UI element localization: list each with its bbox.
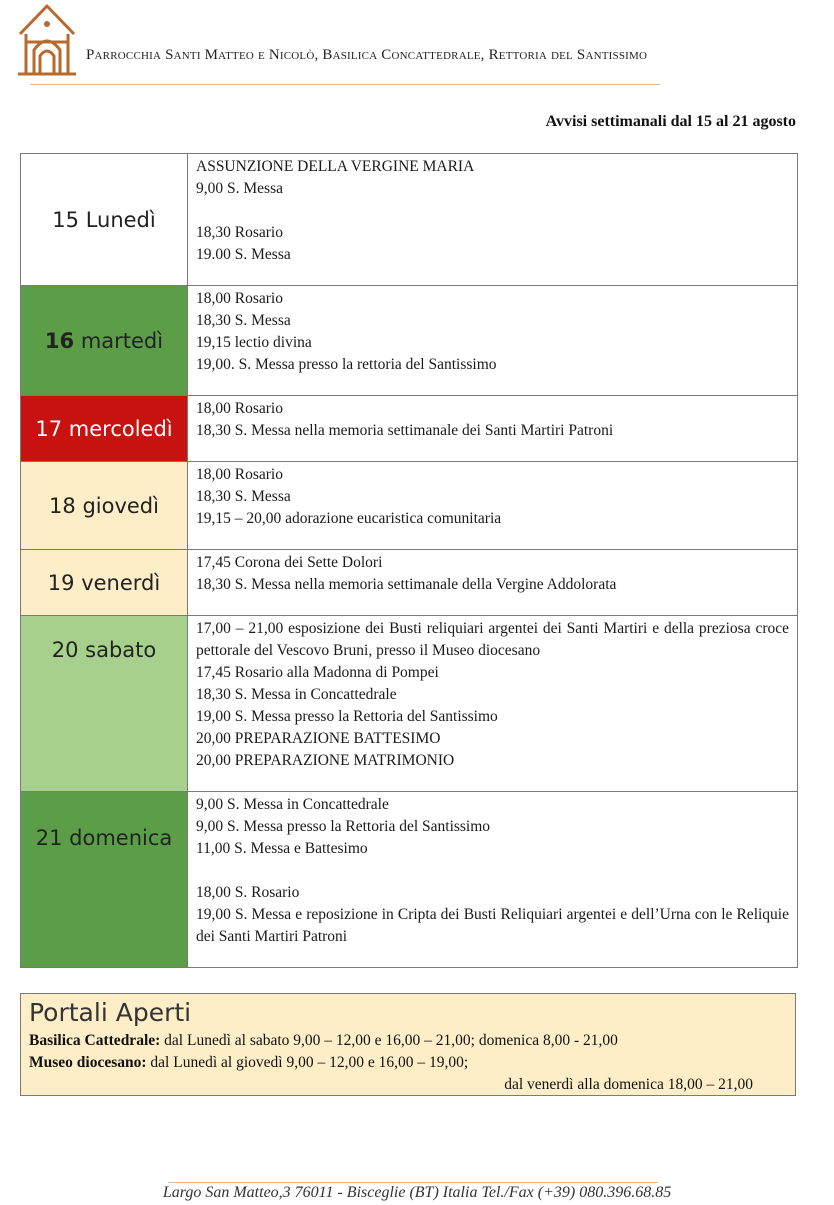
event-line: 18,00 S. Rosario — [196, 884, 300, 901]
event-line: 20,00 PREPARAZIONE MATRIMONIO — [196, 752, 455, 769]
parish-name: Parrocchia Santi Matteo e Nicolò, Basilica Concattedrale, Rettoria del Santissimo — [86, 47, 648, 63]
footer-address: Largo San Matteo,3 76011 - Bisceglie (BT) Italia Tel./Fax (+39) 080.396.68.85 — [162, 1184, 672, 1201]
event-line: 11,00 S. Messa e Battesimo — [196, 840, 368, 857]
event-line: 19,15 lectio divina — [196, 334, 312, 351]
spacer — [196, 200, 789, 222]
schedule-row-17 — [21, 396, 798, 462]
page-title: Avvisi settimanali dal 15 al 21 agosto — [545, 113, 796, 130]
museo-text: dal Lunedì al giovedì 9,00 – 12,00 e 16,00 – 19,00; — [146, 1054, 469, 1071]
event-line: 17,45 Corona dei Sette Dolori — [196, 554, 383, 571]
basilica-hours — [29, 1030, 787, 1052]
day-number: 16 — [44, 328, 75, 353]
day-events — [188, 616, 798, 792]
event-line: 9,00 S. Messa — [196, 180, 283, 197]
event-line: 17,45 Rosario alla Madonna di Pompei — [196, 664, 439, 681]
day-cell — [21, 396, 188, 462]
day-name: sabato — [85, 638, 157, 662]
day-events — [188, 286, 798, 396]
event-line: 18,30 S. Messa in Concattedrale — [196, 686, 397, 703]
day-name: domenica — [69, 826, 173, 850]
day-cell — [21, 616, 188, 792]
event-line: 19,15 – 20,00 adorazione eucaristica comunitaria — [196, 510, 502, 527]
schedule-row-19 — [21, 550, 798, 616]
day-name: venerdì — [81, 570, 161, 595]
event-line: ASSUNZIONE DELLA VERGINE MARIA — [196, 158, 475, 175]
museo-hours-weekend: dal venerdì alla domenica 18,00 – 21,00 — [504, 1076, 753, 1093]
schedule-row-16 — [21, 286, 798, 396]
day-events — [188, 550, 798, 616]
museo-label: Museo diocesano: — [29, 1054, 147, 1071]
schedule-row-15 — [21, 154, 798, 286]
event-line: 19,00 S. Messa presso la Rettoria del Santissimo — [196, 708, 498, 725]
event-line: 9,00 S. Messa in Concattedrale — [196, 796, 389, 813]
footer-divider — [168, 1182, 658, 1183]
day-name: Lunedì — [85, 207, 156, 232]
day-events — [188, 396, 798, 462]
event-line: 19,00. S. Messa presso la rettoria del Santissimo — [196, 356, 497, 373]
day-name: mercoledì — [68, 416, 173, 441]
day-name: giovedì — [82, 493, 159, 518]
open-portals-box — [20, 993, 796, 1096]
event-line: 17,00 – 21,00 esposizione dei Busti reliquiari argentei dei Santi Martiri e della preziosa croce pettorale del Vescovo Bruni, presso il Museo diocesano — [196, 620, 789, 659]
day-events — [188, 462, 798, 550]
basilica-label: Basilica Cattedrale: — [29, 1032, 161, 1049]
event-line: 18,00 Rosario — [196, 290, 283, 307]
event-line: 18,30 S. Messa — [196, 488, 291, 505]
day-number: 17 — [35, 416, 63, 441]
day-number: 19 — [47, 570, 75, 595]
day-cell — [21, 792, 188, 968]
event-line: 18,30 S. Messa — [196, 312, 291, 329]
portals-title: Portali Aperti — [29, 998, 192, 1027]
event-line: 18,00 Rosario — [196, 400, 283, 417]
event-line: 19,00 S. Messa e reposizione in Cripta dei Busti Reliquiari argentei e dell’Urna con le Reliquie dei Santi Martiri Patroni — [196, 906, 789, 945]
schedule-row-18 — [21, 462, 798, 550]
header-divider — [30, 84, 660, 85]
day-number: 18 — [49, 493, 76, 518]
museo-hours — [29, 1052, 787, 1074]
event-line: 18,00 Rosario — [196, 466, 283, 483]
weekly-schedule-table — [20, 153, 798, 968]
day-cell — [21, 154, 188, 286]
schedule-row-21 — [21, 792, 798, 968]
schedule-row-20 — [21, 616, 798, 792]
event-line: 18,30 S. Messa nella memoria settimanale dei Santi Martiri Patroni — [196, 422, 614, 439]
day-number: 15 — [52, 207, 79, 232]
event-line: 9,00 S. Messa presso la Rettoria del Santissimo — [196, 818, 491, 835]
event-line: 19.00 S. Messa — [196, 246, 291, 263]
basilica-text: dal Lunedì al sabato 9,00 – 12,00 e 16,00 – 21,00; domenica 8,00 - 21,00 — [160, 1032, 618, 1049]
day-number: 21 — [35, 826, 63, 850]
day-cell — [21, 462, 188, 550]
event-line: 18,30 Rosario — [196, 224, 283, 241]
day-events — [188, 154, 798, 286]
day-cell — [21, 550, 188, 616]
event-line: 18,30 S. Messa nella memoria settimanale della Vergine Addolorata — [196, 576, 617, 593]
parish-logo-icon — [14, 2, 80, 78]
event-line: 20,00 PREPARAZIONE BATTESIMO — [196, 730, 441, 747]
spacer — [196, 860, 789, 882]
day-cell — [21, 286, 188, 396]
day-events — [188, 792, 798, 968]
day-name: martedì — [80, 328, 164, 353]
day-number: 20 — [51, 638, 79, 662]
